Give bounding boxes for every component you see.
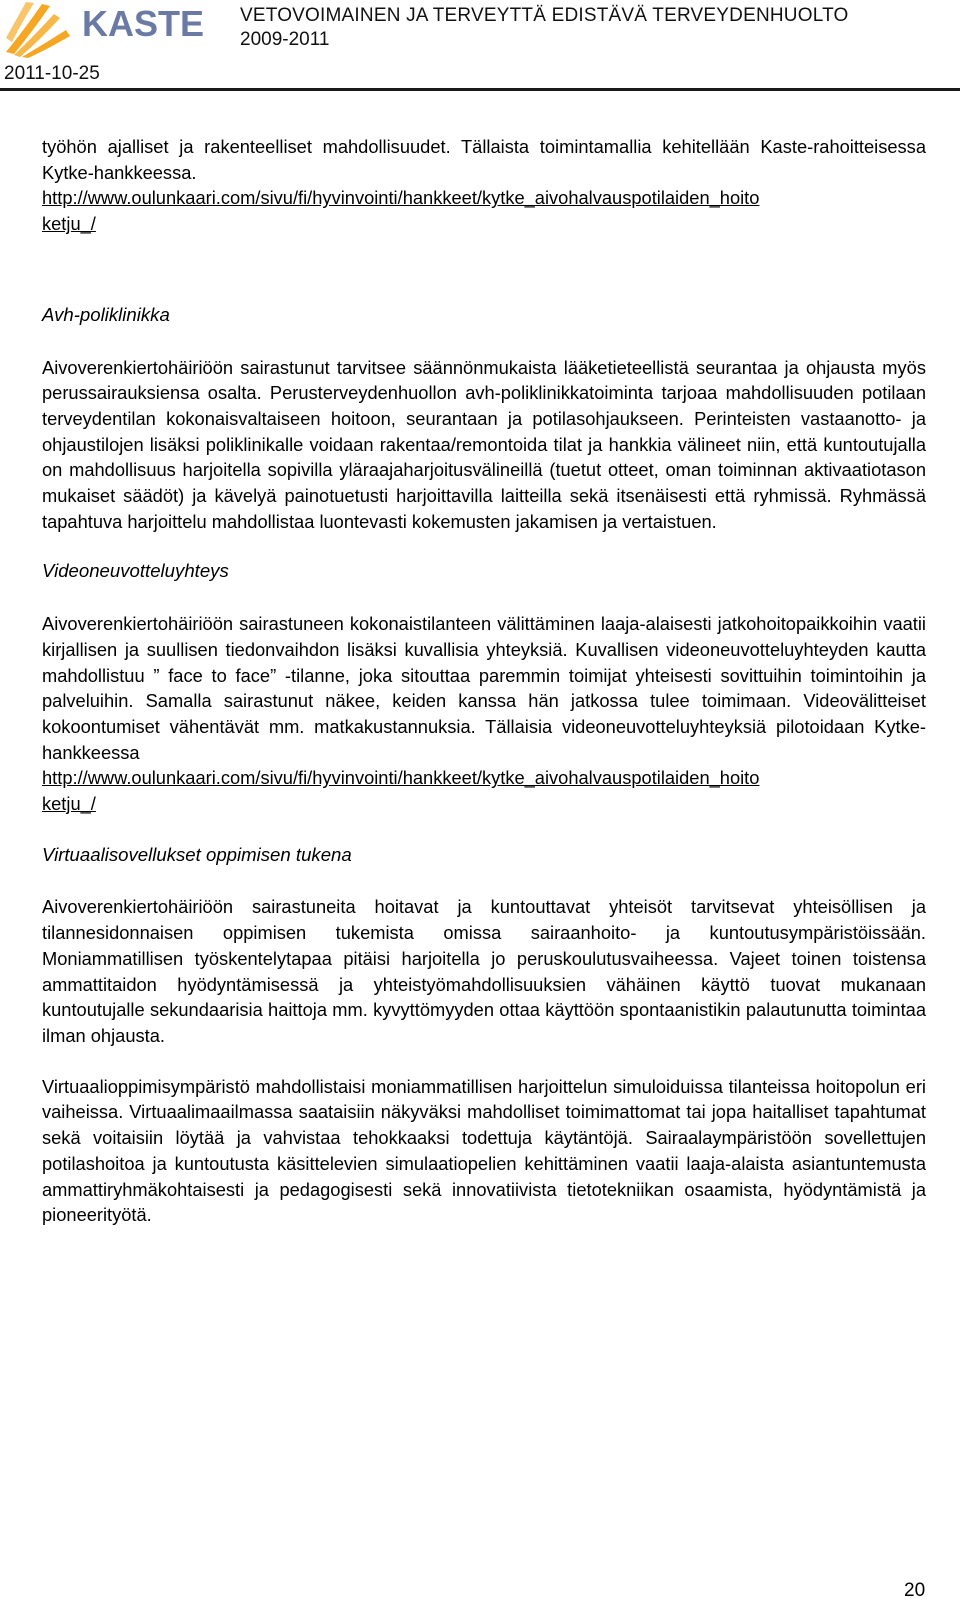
header-years: 2009-2011 <box>240 29 330 50</box>
intro-link-part-2[interactable]: ketju_/ <box>42 213 96 235</box>
video-link-part-1[interactable]: http://www.oulunkaari.com/sivu/fi/hyvinvointi/hankkeet/kytke_aivohalvauspotilaiden_hoito <box>42 767 760 789</box>
intro-link[interactable] <box>42 187 759 234</box>
section-paragraph-video <box>42 611 926 817</box>
section-heading-avh: Avh-poliklinikka <box>42 303 170 325</box>
document-body <box>42 134 926 1228</box>
header-divider <box>0 88 960 91</box>
video-link[interactable] <box>42 767 759 814</box>
page-header <box>0 0 960 92</box>
video-text: Aivoverenkiertohäiriöön sairastuneen kokonaistilanteen välittäminen laaja-alaisesti jatkohoitopaikkoihin vaatii kirjallisen ja suullisen tiedonvaihdon lisäksi kuvallisia yhteyksiä. Kuvallisen videoneuvotteluyhteyden kautta mahdollistuu ” face to face” -tilanne, joka sitouttaa paremmin toimijat yhteisesti sovittuihin toimintoihin ja palveluihin. Samalla sairastunut näkee, keiden kanssa hän jatkossa tulee toimimaan. Videovälitteiset kokoontumiset vähentävät mm. matkakustannuksia. Tällaisia videoneuvotteluyhteyksiä pilotoidaan Kytke-hankkeessa <box>42 613 926 763</box>
intro-text: työhön ajalliset ja rakenteelliset mahdollisuudet. Tällaista toimintamallia kehitellään Kaste-rahoitteisessa Kytke-hankkeessa. <box>42 136 926 183</box>
intro-paragraph <box>42 134 926 237</box>
logo-text: KASTE <box>82 3 205 44</box>
video-link-part-2[interactable]: ketju_/ <box>42 793 96 815</box>
page-number: 20 <box>904 1580 926 1601</box>
section-heading-virtual: Virtuaalisovellukset oppimisen tukena <box>42 843 352 865</box>
section-paragraph-virtual-2: Virtuaalioppimisympäristö mahdollistaisi moniammatillisen harjoittelun simuloiduissa tilanteissa hoitopolun eri vaiheissa. Virtuaalimaailmassa saataisiin näkyväksi mahdolliset toimimattomat tai jopa haitalliset tapahtumat sekä voitaisiin löytää ja vahvistaa tehokkaaksi todettuja käytäntöjä. Sairaalaympäristöön sovellettujen potilashoitoa ja kuntoutusta käsittelevien simulaatiopelien kehittäminen vaatii laaja-alaista asiantuntemusta ammattiryhmäkohtaisesti ja pedagogisesti sekä innovatiivista tietotekniikan osaamista, hyödyntämistä ja pioneerityötä. <box>42 1075 926 1226</box>
intro-link-part-1[interactable]: http://www.oulunkaari.com/sivu/fi/hyvinvointi/hankkeet/kytke_aivohalvauspotilaiden_hoito <box>42 187 760 209</box>
header-title: VETOVOIMAINEN JA TERVEYTTÄ EDISTÄVÄ TERVEYDENHUOLTO <box>240 5 849 26</box>
section-paragraph-virtual-1: Aivoverenkiertohäiriöön sairastuneita hoitavat ja kuntouttavat yhteisöt tarvitsevat yhteisöllisen ja tilannesidonnaisen oppimisen tukemista omissa sairaanhoito- ja kuntoutusympäristöissään. Moniammatillisen työskentelytapaa pitäisi harjoitella jo peruskoulutusvaiheessa. Vajeet toinen toistensa ammattitaidon hyödyntämisessä ja yhteistyömahdollisuuksien vähäinen käyttö tuovat mukanaan kuntoutujalle sekundaarisia haittoja mm. kyvyttömyyden ottaa käyttöön spontaanistikin palautunutta toimintaa ilman ohjausta. <box>42 896 926 1046</box>
sun-rays-icon <box>6 2 70 58</box>
section-heading-video: Videoneuvotteluyhteys <box>42 560 229 582</box>
kaste-logo <box>4 0 212 58</box>
header-date: 2011-10-25 <box>4 63 100 84</box>
section-paragraph-avh: Aivoverenkiertohäiriöön sairastunut tarvitsee säännönmukaista lääketieteellistä seurantaa ja ohjausta myös perussairauksiensa osalta. Perusterveydenhuollon avh-poliklinikkatoiminta tarjoaa mahdollisuuden potilaan terveydentilan kokonaisvaltaiseen hoitoon, seurantaan ja potilasohjaukseen. Perinteisten vastaanotto- ja ohjaustilojen lisäksi poliklinikalle voidaan rakentaa/remontoida tilat ja hankkia välineet niin, että kuntoutujalla on mahdollisuus harjoitella sopivilla yläraajaharjoitusvälineillä (tuetut otteet, oman toiminnan aktivaatiotason mukaiset säädöt) ja kävelyä painotuetusti harjoittavilla laitteilla sekä itsenäisesti että ryhmissä. Ryhmässä tapahtuva harjoittelu mahdollistaa luontevasti kokemusten jakamisen ja vertaistuen. <box>42 356 926 532</box>
